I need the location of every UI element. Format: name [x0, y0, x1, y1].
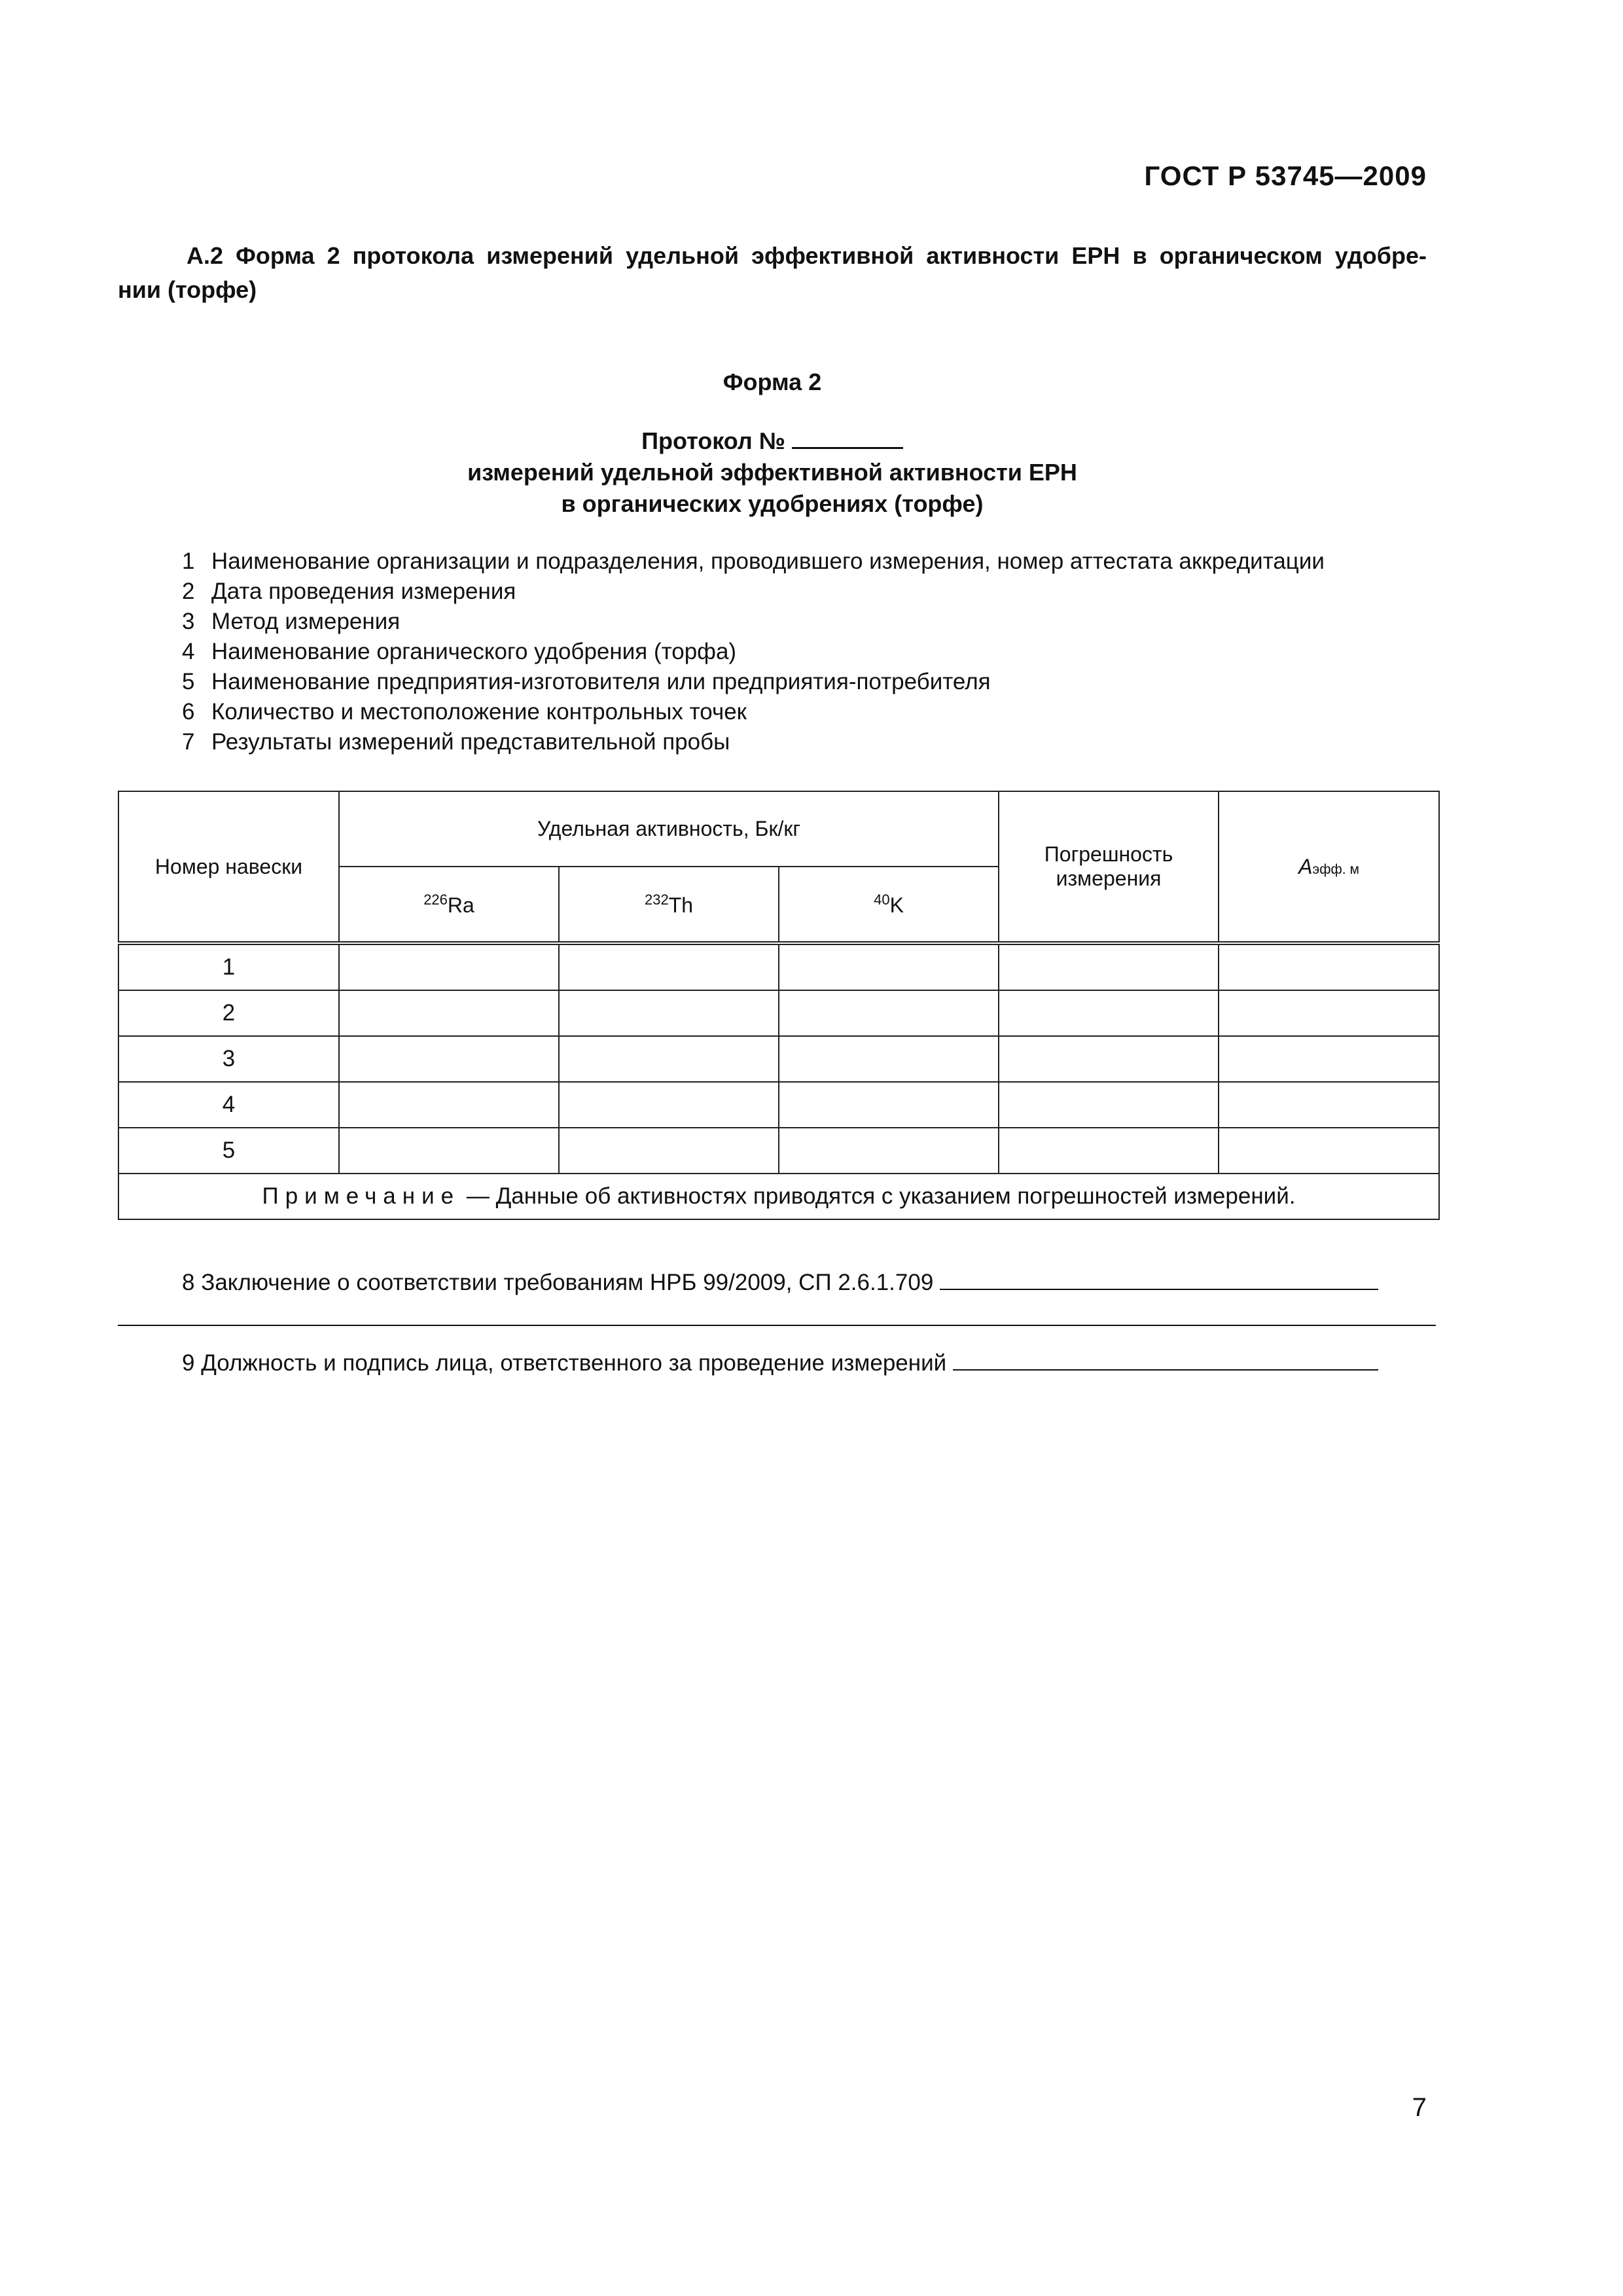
isotope-mass: 232: [644, 891, 669, 908]
signature-label: 9 Должность и подпись лица, ответственного за проведение измерений: [182, 1350, 947, 1376]
table-cell[interactable]: [999, 1128, 1219, 1174]
list-item: [182, 727, 1325, 757]
table-cell[interactable]: [339, 1128, 559, 1174]
table-cell[interactable]: [779, 1036, 999, 1082]
protocol-heading: [118, 425, 1427, 520]
table-cell[interactable]: [1219, 1082, 1439, 1128]
signature-line: [182, 1346, 1378, 1378]
protocol-number-blank: [792, 426, 903, 449]
row-number: 2: [118, 990, 339, 1036]
row-number: 3: [118, 1036, 339, 1082]
table-cell[interactable]: [999, 943, 1219, 990]
isotope-symbol: Th: [668, 893, 694, 917]
table-cell[interactable]: [559, 943, 779, 990]
table-cell[interactable]: [779, 1082, 999, 1128]
header-isotope-th: [559, 867, 779, 943]
aeff-symbol: A: [1298, 854, 1313, 878]
item-number: 4: [182, 639, 195, 664]
item-text: Наименование организации и подразделения, проводившего измерения, номер аттестата аккредитации: [211, 548, 1325, 574]
list-item: [182, 577, 1325, 607]
table-note-row: [118, 1174, 1439, 1219]
conclusion-fill-line[interactable]: [940, 1265, 1378, 1290]
table-cell[interactable]: [339, 990, 559, 1036]
table-cell[interactable]: [1219, 990, 1439, 1036]
note-label: Примечание: [262, 1183, 461, 1209]
item-text: Метод измерения: [211, 609, 401, 634]
conclusion-line: [182, 1265, 1378, 1298]
page-number: 7: [1412, 2093, 1427, 2122]
document-code: ГОСТ Р 53745—2009: [1144, 160, 1427, 191]
table-cell[interactable]: [1219, 1036, 1439, 1082]
list-item: [182, 607, 1325, 637]
table-cell[interactable]: [999, 990, 1219, 1036]
table-row: [118, 1128, 1439, 1174]
header-measurement-error-text: Погрешность измерения: [1044, 842, 1173, 890]
table-cell[interactable]: [779, 1128, 999, 1174]
section-heading: [118, 239, 1427, 307]
section-heading-line2: нии (торфе): [118, 276, 257, 303]
item-number: 7: [182, 729, 195, 755]
protocol-label: Протокол №: [641, 427, 785, 454]
header-sample-number: Номер навески: [118, 791, 339, 943]
table-header-row: [118, 791, 1439, 867]
isotope-mass: 226: [423, 891, 448, 908]
row-number: 1: [118, 943, 339, 990]
item-number: 1: [182, 548, 195, 574]
item-number: 2: [182, 579, 195, 604]
table-row: [118, 990, 1439, 1036]
list-item: [182, 667, 1325, 697]
table-row: [118, 943, 1439, 990]
item-text: Дата проведения измерения: [211, 579, 516, 604]
table-cell[interactable]: [999, 1082, 1219, 1128]
isotope-mass: 40: [874, 891, 890, 908]
item-text: Результаты измерений представительной пробы: [211, 729, 730, 755]
item-text: Наименование предприятия-изготовителя или предприятия-потребителя: [211, 669, 991, 694]
header-aeff: [1219, 791, 1439, 943]
protocol-subtitle-line3: в органических удобрениях (торфе): [561, 490, 984, 517]
table-cell[interactable]: [999, 1036, 1219, 1082]
aeff-subscript: эфф. м: [1312, 861, 1359, 877]
header-isotope-k: [779, 867, 999, 943]
table-note: [118, 1174, 1439, 1219]
item-number: 5: [182, 669, 195, 694]
header-measurement-error: [999, 791, 1219, 943]
table-cell[interactable]: [559, 1128, 779, 1174]
row-number: 4: [118, 1082, 339, 1128]
header-specific-activity: Удельная активность, Бк/кг: [339, 791, 999, 867]
conclusion-continuation-line[interactable]: [118, 1325, 1436, 1326]
form-title: Форма 2: [722, 368, 822, 395]
table-row: [118, 1082, 1439, 1128]
results-table: [118, 791, 1440, 1220]
item-number: 3: [182, 609, 195, 634]
table-row: [118, 1036, 1439, 1082]
header-isotope-ra: [339, 867, 559, 943]
protocol-number-line: [118, 425, 1427, 457]
row-number: 5: [118, 1128, 339, 1174]
signature-fill-line[interactable]: [953, 1346, 1378, 1371]
conclusion-label: 8 Заключение о соответствии требованиям НРБ 99/2009, СП 2.6.1.709: [182, 1270, 934, 1295]
item-text: Наименование органического удобрения (торфа): [211, 639, 737, 664]
table-cell[interactable]: [1219, 943, 1439, 990]
note-text: — Данные об активностях приводятся с указанием погрешностей измерений.: [460, 1183, 1296, 1209]
table-cell[interactable]: [1219, 1128, 1439, 1174]
table-cell[interactable]: [559, 1082, 779, 1128]
table-cell[interactable]: [559, 1036, 779, 1082]
table-cell[interactable]: [779, 990, 999, 1036]
table-cell[interactable]: [559, 990, 779, 1036]
protocol-subtitle-line2: измерений удельной эффективной активности ЕРН: [467, 459, 1077, 486]
list-item: [182, 637, 1325, 667]
table-cell[interactable]: [339, 1082, 559, 1128]
protocol-items-list: [182, 547, 1325, 757]
list-item: [182, 697, 1325, 727]
item-text: Количество и местоположение контрольных точек: [211, 699, 747, 725]
isotope-symbol: Ra: [447, 893, 474, 917]
list-item: [182, 547, 1325, 577]
table-cell[interactable]: [339, 943, 559, 990]
table-cell[interactable]: [779, 943, 999, 990]
isotope-symbol: K: [889, 893, 904, 917]
item-number: 6: [182, 699, 195, 725]
table-cell[interactable]: [339, 1036, 559, 1082]
section-heading-line1: А.2 Форма 2 протокола измерений удельной эффективной активности ЕРН в органическом удобре-: [187, 242, 1427, 269]
